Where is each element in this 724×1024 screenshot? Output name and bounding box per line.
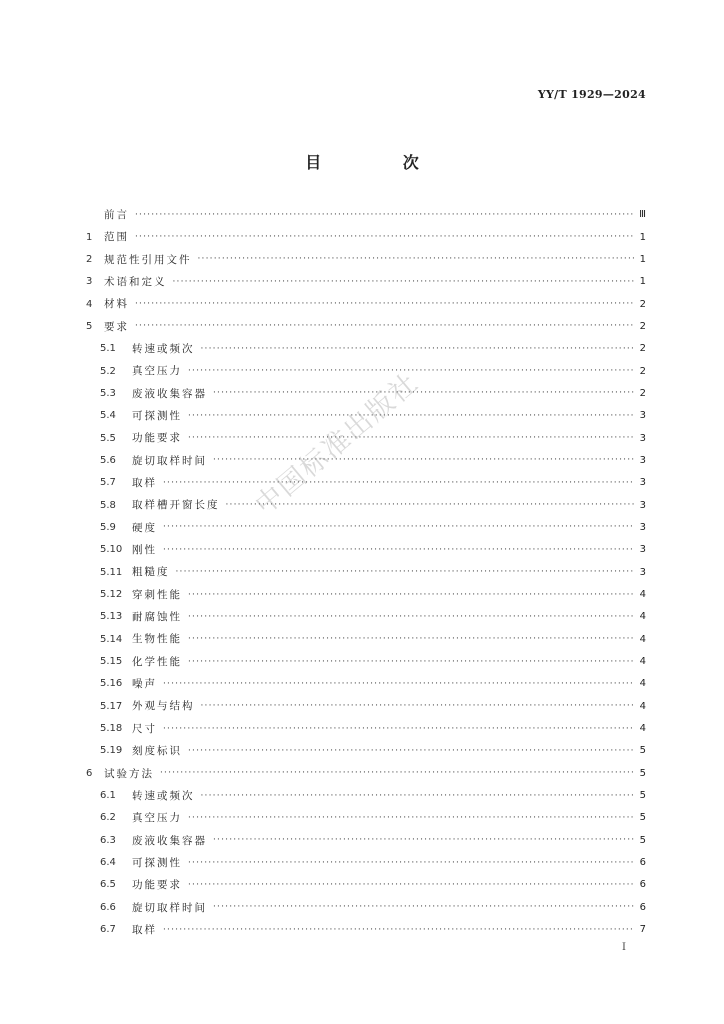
toc-entry-number: 2 bbox=[86, 253, 93, 265]
toc-leader-dots bbox=[213, 903, 634, 912]
toc-entry-page: 1 bbox=[639, 276, 646, 288]
toc-entry-label: 取样槽开窗长度 bbox=[132, 499, 220, 512]
toc-entry-label: 材料 bbox=[104, 298, 129, 311]
toc-entry-label: 化学性能 bbox=[132, 655, 182, 668]
toc-entry-page: 4 bbox=[639, 633, 646, 645]
toc-entry-page: 5 bbox=[639, 834, 646, 846]
standard-code: YY/T 1929—2024 bbox=[537, 88, 646, 101]
toc-entry-page: 5 bbox=[639, 745, 646, 757]
toc-entry-number: 5.11 bbox=[100, 566, 123, 578]
toc-leader-dots bbox=[160, 769, 634, 778]
toc-entry-number: 6.3 bbox=[100, 834, 116, 846]
toc-entry-page: 2 bbox=[639, 387, 646, 399]
toc-leader-dots bbox=[188, 747, 634, 756]
toc-entry-label: 刻度标识 bbox=[132, 745, 182, 758]
toc-leader-dots bbox=[163, 523, 634, 532]
toc-entry[interactable] bbox=[86, 293, 646, 315]
toc-entry-number: 5.15 bbox=[100, 656, 123, 668]
toc-entry-label: 废液收集容器 bbox=[132, 834, 207, 847]
toc-leader-dots bbox=[135, 300, 634, 309]
toc-entry-label: 穿刺性能 bbox=[132, 588, 182, 601]
toc-entry-label: 范围 bbox=[104, 231, 129, 244]
toc-leader-dots bbox=[163, 725, 634, 734]
toc-entry[interactable] bbox=[86, 673, 646, 695]
toc-entry[interactable] bbox=[86, 874, 646, 896]
toc-entry[interactable] bbox=[86, 494, 646, 516]
toc-entry-number: 5.17 bbox=[100, 700, 123, 712]
toc-leader-dots bbox=[188, 635, 634, 644]
toc-entry[interactable] bbox=[86, 852, 646, 874]
toc-entry-page: 3 bbox=[639, 521, 646, 533]
toc-entry[interactable] bbox=[86, 316, 646, 338]
toc-entry[interactable] bbox=[86, 226, 646, 248]
toc-entry-number: 5.1 bbox=[100, 343, 116, 355]
toc-leader-dots bbox=[201, 345, 635, 354]
toc-entry-number: 4 bbox=[86, 298, 93, 310]
toc-entry[interactable] bbox=[86, 718, 646, 740]
toc-entry-page: 5 bbox=[639, 767, 646, 779]
toc-leader-dots bbox=[201, 702, 635, 711]
toc-entry-number: 5.13 bbox=[100, 611, 123, 623]
toc-entry[interactable] bbox=[86, 338, 646, 360]
toc-entry-label: 功能要求 bbox=[132, 879, 182, 892]
toc-entry[interactable] bbox=[86, 651, 646, 673]
toc-entry-label: 转速或频次 bbox=[132, 789, 195, 802]
toc-leader-dots bbox=[176, 568, 635, 577]
toc-entry-page: 3 bbox=[639, 432, 646, 444]
toc-entry[interactable] bbox=[86, 517, 646, 539]
toc-entry-number: 6.2 bbox=[100, 812, 116, 824]
toc-entry-page: 4 bbox=[639, 589, 646, 601]
toc-entry-number: 1 bbox=[86, 231, 93, 243]
toc-entry-page: 4 bbox=[639, 723, 646, 735]
toc-leader-dots bbox=[201, 792, 635, 801]
toc-entry-page: 1 bbox=[639, 231, 646, 243]
toc-entry[interactable] bbox=[86, 740, 646, 762]
toc-leader-dots bbox=[188, 814, 634, 823]
toc-entry-page: 2 bbox=[639, 298, 646, 310]
toc-entry-page: Ⅲ bbox=[639, 209, 646, 221]
toc-entry-label: 术语和定义 bbox=[104, 275, 167, 288]
toc-entry-number: 6.5 bbox=[100, 879, 116, 891]
toc-entry-page: 3 bbox=[639, 544, 646, 556]
toc-entry-page: 2 bbox=[639, 343, 646, 355]
toc-leader-dots bbox=[188, 613, 634, 622]
toc-entry-page: 5 bbox=[639, 812, 646, 824]
toc-entry-label: 粗糙度 bbox=[132, 566, 170, 579]
toc-entry-number: 5.4 bbox=[100, 410, 116, 422]
toc-entry-label: 前言 bbox=[104, 208, 129, 221]
toc-leader-dots bbox=[135, 322, 634, 331]
toc-entry-label: 生物性能 bbox=[132, 633, 182, 646]
toc-entry-label: 可探测性 bbox=[132, 410, 182, 423]
toc-entry-number: 5.10 bbox=[100, 544, 123, 556]
toc-entry[interactable] bbox=[86, 204, 646, 226]
toc-entry-page: 3 bbox=[639, 410, 646, 422]
toc-entry-label: 取样 bbox=[132, 477, 157, 490]
toc-entry-number: 5.6 bbox=[100, 454, 116, 466]
toc-entry[interactable] bbox=[86, 562, 646, 584]
toc-entry-label: 试验方法 bbox=[104, 767, 154, 780]
toc-entry-number: 5.3 bbox=[100, 387, 116, 399]
toc-entry-label: 废液收集容器 bbox=[132, 387, 207, 400]
toc-entry-page: 6 bbox=[639, 879, 646, 891]
toc-leader-dots bbox=[135, 211, 634, 220]
toc-entry-number: 6.7 bbox=[100, 924, 116, 936]
toc-entry[interactable] bbox=[86, 696, 646, 718]
page-title: 目 次 bbox=[305, 153, 457, 172]
toc-entry-page: 4 bbox=[639, 700, 646, 712]
toc-leader-dots bbox=[188, 658, 634, 667]
toc-entry-page: 4 bbox=[639, 678, 646, 690]
toc-entry[interactable] bbox=[86, 919, 646, 941]
toc-entry[interactable] bbox=[86, 249, 646, 271]
page-number: I bbox=[622, 942, 626, 953]
toc-entry-label: 要求 bbox=[104, 320, 129, 333]
toc-entry-label: 功能要求 bbox=[132, 432, 182, 445]
toc-entry-label: 可探测性 bbox=[132, 856, 182, 869]
toc-entry-page: 5 bbox=[639, 790, 646, 802]
toc-leader-dots bbox=[163, 546, 634, 555]
toc-leader-dots bbox=[173, 278, 635, 287]
toc-entry-number: 5.16 bbox=[100, 678, 123, 690]
toc-entry[interactable] bbox=[86, 450, 646, 472]
toc-entry[interactable] bbox=[86, 360, 646, 382]
toc-entry-page: 3 bbox=[639, 454, 646, 466]
toc-entry[interactable] bbox=[86, 271, 646, 293]
toc-leader-dots bbox=[163, 680, 634, 689]
toc-entry[interactable] bbox=[86, 584, 646, 606]
toc-entry-page: 2 bbox=[639, 365, 646, 377]
toc-entry-number: 5.12 bbox=[100, 589, 123, 601]
toc-entry-number: 6 bbox=[86, 767, 93, 779]
toc-entry-label: 旋切取样时间 bbox=[132, 901, 207, 914]
toc-entry-label: 旋切取样时间 bbox=[132, 454, 207, 467]
table-of-contents bbox=[86, 204, 646, 941]
toc-entry-number: 5.8 bbox=[100, 499, 116, 511]
toc-leader-dots bbox=[163, 926, 634, 935]
toc-entry-number: 6.1 bbox=[100, 790, 116, 802]
toc-entry-label: 规范性引用文件 bbox=[104, 253, 192, 266]
toc-entry-page: 6 bbox=[639, 857, 646, 869]
toc-leader-dots bbox=[198, 255, 635, 264]
toc-entry[interactable] bbox=[86, 629, 646, 651]
toc-entry-number: 5.18 bbox=[100, 723, 123, 735]
toc-entry-label: 硬度 bbox=[132, 521, 157, 534]
toc-entry[interactable] bbox=[86, 763, 646, 785]
toc-entry-label: 刚性 bbox=[132, 544, 157, 557]
toc-entry-number: 5 bbox=[86, 320, 93, 332]
toc-entry-number: 5.9 bbox=[100, 521, 116, 533]
toc-entry[interactable] bbox=[86, 830, 646, 852]
toc-entry-number: 5.5 bbox=[100, 432, 116, 444]
toc-entry-label: 真空压力 bbox=[132, 365, 182, 378]
toc-leader-dots bbox=[188, 412, 634, 421]
toc-entry-label: 转速或频次 bbox=[132, 342, 195, 355]
toc-entry[interactable] bbox=[86, 606, 646, 628]
toc-entry-number: 5.2 bbox=[100, 365, 116, 377]
toc-entry-number: 5.19 bbox=[100, 745, 123, 757]
toc-entry-page: 3 bbox=[639, 499, 646, 511]
toc-entry-label: 耐腐蚀性 bbox=[132, 611, 182, 624]
toc-leader-dots bbox=[135, 233, 634, 242]
toc-leader-dots bbox=[188, 859, 634, 868]
toc-entry-label: 尺寸 bbox=[132, 722, 157, 735]
toc-entry-page: 6 bbox=[639, 901, 646, 913]
toc-entry-page: 3 bbox=[639, 477, 646, 489]
toc-leader-dots bbox=[213, 836, 634, 845]
toc-leader-dots bbox=[163, 479, 634, 488]
toc-entry-page: 4 bbox=[639, 656, 646, 668]
toc-entry[interactable] bbox=[86, 807, 646, 829]
toc-entry-number: 6.6 bbox=[100, 901, 116, 913]
toc-leader-dots bbox=[188, 434, 634, 443]
toc-entry-number: 5.7 bbox=[100, 477, 116, 489]
toc-entry-label: 取样 bbox=[132, 923, 157, 936]
toc-entry-page: 2 bbox=[639, 320, 646, 332]
toc-entry-page: 7 bbox=[639, 924, 646, 936]
toc-entry-label: 外观与结构 bbox=[132, 700, 195, 713]
toc-entry-number: 5.14 bbox=[100, 633, 123, 645]
toc-entry-label: 真空压力 bbox=[132, 812, 182, 825]
toc-entry[interactable] bbox=[86, 785, 646, 807]
toc-entry[interactable] bbox=[86, 897, 646, 919]
toc-entry-number: 3 bbox=[86, 276, 93, 288]
toc-entry[interactable] bbox=[86, 539, 646, 561]
watermark: 中国标准出版社 bbox=[249, 366, 425, 522]
toc-entry-number: 6.4 bbox=[100, 857, 116, 869]
toc-entry-page: 4 bbox=[639, 611, 646, 623]
toc-entry-label: 噪声 bbox=[132, 678, 157, 691]
toc-entry[interactable] bbox=[86, 472, 646, 494]
toc-entry-page: 3 bbox=[639, 566, 646, 578]
toc-leader-dots bbox=[188, 881, 634, 890]
toc-leader-dots bbox=[188, 591, 634, 600]
toc-entry-page: 1 bbox=[639, 253, 646, 265]
